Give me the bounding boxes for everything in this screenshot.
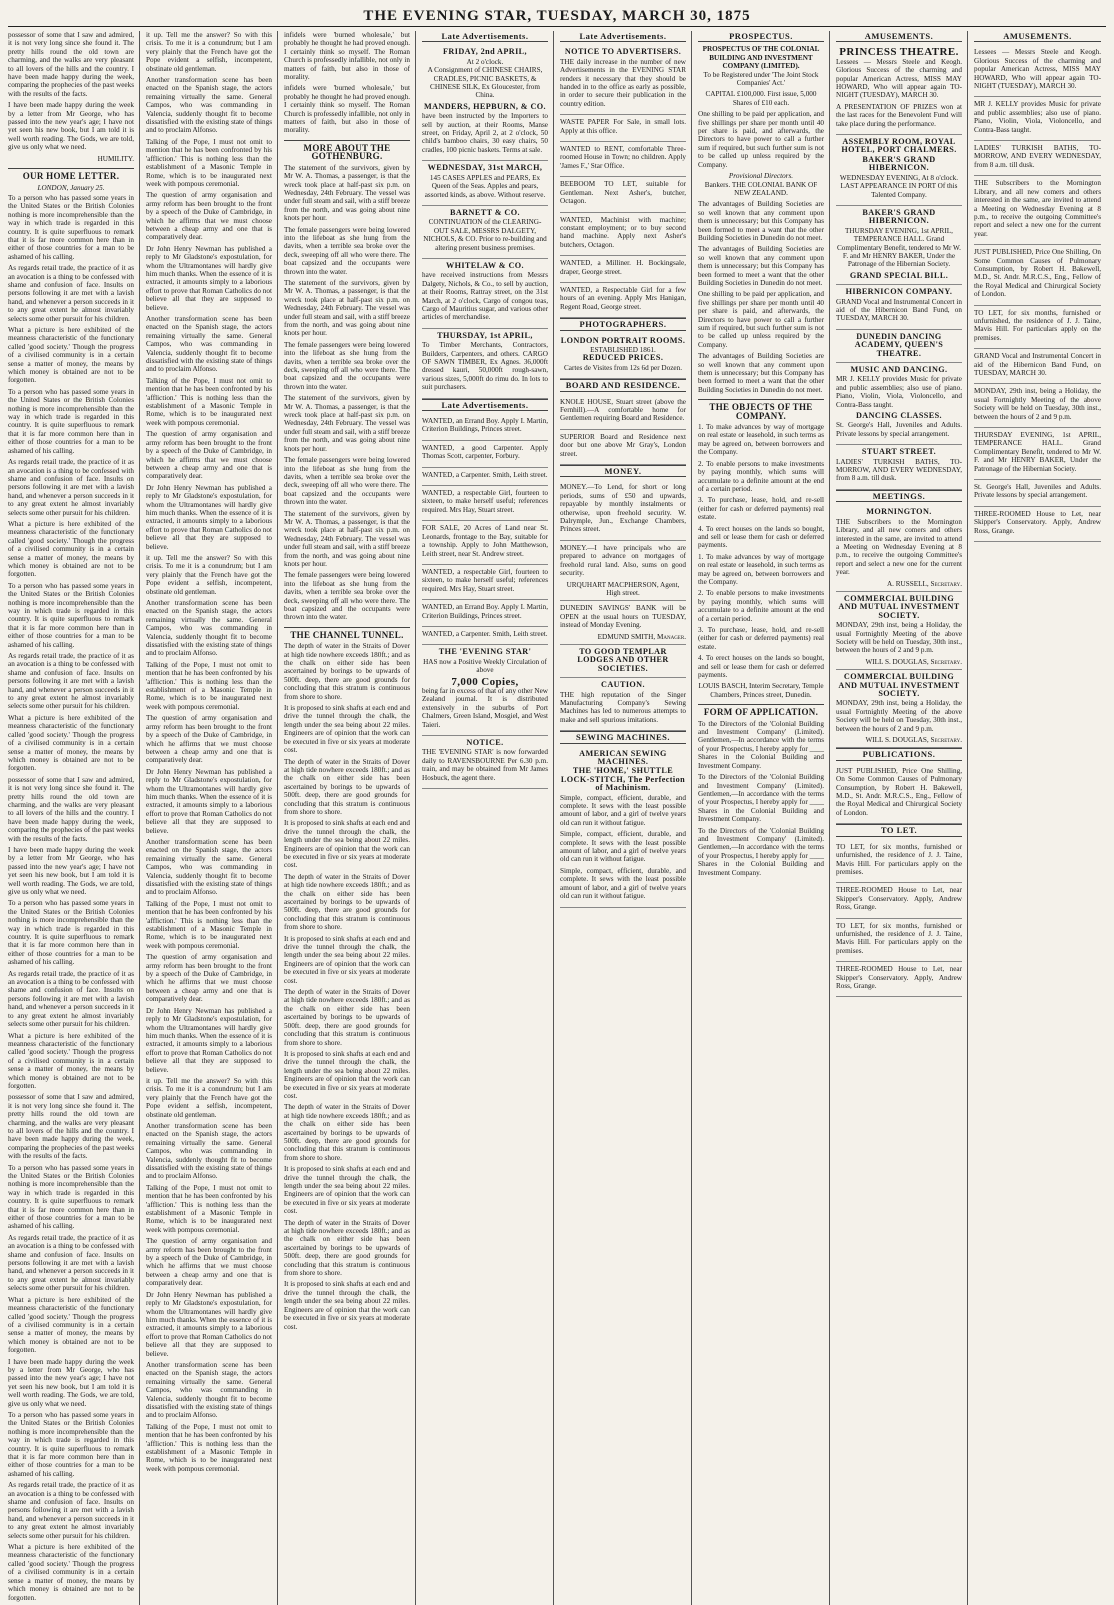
paragraph: The depth of water in the Straits of Dover at high tide nowhere exceeds 180ft.; and as the chalk on either side has been ascertained by borings to be upwards of 500ft. deep, there are good grounds for concluding that this stratum is continuous from shore to shore. <box>284 642 410 701</box>
paragraph: What a picture is here exhibited of the meanness characteristic of the functionary called 'good society.' Though the progress of a civilised community is in a certain sense a matter of money, the means by which money is obtained are not to be forgotten. <box>8 1543 134 1602</box>
section-title: AMUSEMENTS. <box>974 31 1101 42</box>
paragraph: Dr John Henry Newman has published a reply to Mr Gladstone's expostulation, for whom the Ultramontanes will hardly give him much thanks. When the essence of it is extracted, it amounts simply to a laborious effort to prove that Roman Catholics do not believe all that they are supposed to believe. <box>146 1006 272 1074</box>
paragraph: Talking of the Pope, I must not omit to mention that he has been confronted by his 'affliction.' This is nothing less than the establishment of a Masonic Temple in Rome, which is to be inaugurated next week with pompous ceremonial. <box>146 660 272 711</box>
ad-sewing <box>560 747 686 908</box>
ad-caution <box>560 678 686 731</box>
object-item: 4. To erect houses on the lands so bought, and sell or lease them for cash or deferred payments. <box>698 524 824 550</box>
ad-head: NOTICE. <box>466 738 504 747</box>
paragraph: Another transformation scene has been enacted on the Spanish stage, the actors remaining virtually the same. General Campos, who was commanding in Valencia, suddenly thought fit to become dissatisfied with the existing state of things and to proclaim Alfonso. <box>146 837 272 897</box>
paragraph: As regards retail trade, the practice of it as an avocation is a thing to be confessed with shame and confusion of face. Insults on persons following it are met with a lavish hand, and whenever a person succeeds in it to any great extent he almost invariably selects some other pursuit for his children. <box>8 1233 134 1293</box>
paragraph: possessor of some that I saw and admired, it is not very long since she found it. The pretty hills round the old town are charming, and the walks are very pleasant to all lovers of the hills and the country. I have been made happy during the week, comparing the prophecies of the past weeks with the results of the facts. <box>8 31 134 98</box>
ad-theatre <box>974 45 1101 97</box>
ad-board <box>560 395 686 430</box>
ad-notice-advertisers <box>560 45 686 115</box>
paragraph: One shilling to be paid per application, and five shillings per share per month until 40 per share is paid, and afterwards, the Directors to have power to call a further sum if required, but such further sum is not to be called up unless required by the Company. <box>698 110 824 169</box>
masthead <box>8 6 1106 27</box>
ad-text: THE Subscribers to the Mornington Library, and all new comers and others interested in the same, are invited to attend a Meeting on Wednesday Evening at 8 p.m., to receive the outgoing Committee's report and select a new one for the current year. <box>836 517 962 577</box>
ad-text: WASTE PAPER For Sale, in small lots. Apply at this office. <box>560 118 686 135</box>
ad-auction-chinese <box>422 45 548 161</box>
ad-text: BEEBOOM TO LET, suitable for Gentleman. Next Asher's, butcher, Octagon. <box>560 180 686 206</box>
ad-text: St. George's Hall, Juveniles and Adults. Private lessons by special arrangement. <box>974 483 1101 500</box>
ad-text: Simple, compact, efficient, durable, and complete. It sews with the least possible amount of labor, and a girl of twelve years old can run it without fatigue. <box>560 793 686 827</box>
ad-text: HAS now a Positive Weekly Circulation of above <box>423 657 547 675</box>
signoff: HUMILITY. <box>97 154 134 163</box>
ad-music <box>974 97 1101 141</box>
paragraph: Another transformation scene has been enacted on the Spanish stage, the actors remaining virtually the same. General Campos, who was commanding in Valencia, suddenly thought fit to become dissatisfied with the existing state of things and to proclaim Alfonso. <box>146 315 272 374</box>
ad-academy <box>836 330 962 363</box>
paragraph: Dr John Henry Newman has published a reply to Mr Gladstone's expostulation, for whom the Ultramontanes will hardly give him much thanks. When the essence of it is extracted, it amounts simply to a laborious effort to prove that Roman Catholics do not believe all that they are supposed to believe. <box>146 483 272 551</box>
ad-photographer <box>560 334 686 380</box>
ad-text: Lessees — Messrs Steele and Keogh. Glorious Success of the charming and popular American Actress, MISS MAY HOWARD, Who will appear again TO-NIGHT (TUESDAY), MARCH 30. <box>974 48 1101 91</box>
ad-text: MR J. KELLY provides Music for private and public assemblies; also use of piano. Piano, Violin, Viola, Violoncello, and Contra-Bass taught. <box>836 375 962 409</box>
ad-name: WHITELAW & CO. <box>445 260 524 270</box>
ad-text: CONTINUATION of the CLEARING-OUT SALE, MESSRS DALGETY, NICHOLS, & CO. Prior to re-building and altering present business premises. <box>423 218 547 252</box>
ad-baths <box>974 141 1101 176</box>
form-text: To the Directors of the 'Colonial Building and Investment Company' (Limited). Gentlemen,—In accordance with the terms of your Prospectus, I hereby apply for ____ Shares in the Colonial Building and Investment Company. <box>698 826 824 877</box>
paragraph: It is proposed to sink shafts at each end and drive the tunnel through the chalk, the length under the sea being about 22 miles. Engineers are of opinion that the work can be executed in five or six years at moderate cost. <box>284 1280 410 1331</box>
ad-head: AMERICAN SEWING MACHINES. <box>579 748 667 766</box>
ad-money <box>560 541 686 601</box>
paragraph: As regards retail trade, the practice of it as an avocation is a thing to be confessed with shame and confusion of face. Insults on persons following it are met with a lavish hand, and whenever a person succeeds in it to any great extent he almost invariably selects some other pursuit for his children. <box>8 458 134 517</box>
paragraph: The female passengers were being lowered into the lifeboat as she hung from the davits, when a terrible sea broke over the deck, sweeping off all who were there. The boat capsized and the occupants were thrown into the water. <box>284 571 410 622</box>
paragraph: I have been made happy during the week by a letter from Mr George, who has passed into the new year's age; I have not yet seen his new book, but I am told it is well worth reading. The Gods, we are told, give us only what we need. <box>8 1357 134 1408</box>
object-item: 3. To purchase, lease, hold, and re-sell (either for cash or deferred payments) real estate. <box>698 496 824 522</box>
ad-text: Cartes de Visites from 12s 6d per Dozen. <box>563 363 682 372</box>
ad-text: MR J. KELLY provides Music for private and public assemblies; also use of piano. Piano, Violin, Viola, Violoncello, and Contra-Bass taught. <box>974 100 1101 134</box>
ad-name: EDMUND SMITH, Manager. <box>597 632 686 641</box>
column-5 <box>560 31 692 1605</box>
form-text: To the Directors of the 'Colonial Building and Investment Company' (Limited). Gentlemen,—In accordance with the terms of your Prospectus, I hereby apply for ____ Shares in the Colonial Building and Investment Company. <box>698 773 824 824</box>
ad-text: THURSDAY EVENING, 1st APRIL, TEMPERANCE HALL. Grand Complimentary Benefit, tendered to Mr W. F. and Mr HENRY BAKER, Under the Patronage of the Hibernian Society. <box>837 226 961 269</box>
ad-text: MONDAY, 29th inst, being a Holiday, the usual Fortnightly Meeting of the above Society will be held on Tuesday, 30th inst., between the hours of 2 and 9 p.m. <box>974 387 1101 421</box>
paragraph: Talking of the Pope, I must not omit to mention that he has been confronted by his 'affliction.' This is nothing less than the establishment of a Masonic Temple in Rome, which is to be inaugurated next week with pompous ceremonial. <box>146 1183 272 1234</box>
paragraph: What a picture is here exhibited of the meanness characteristic of the functionary called 'good society.' Though the progress of a civilised community is in a certain sense a matter of money, the means by which money is obtained are not to be forgotten. <box>8 713 134 773</box>
paragraph: it up. Tell me the answer? So with this crisis. To me it is a conundrum; but I am very plainly that the French have got the Pope evident a selfish, incompetent, obstinate old gentleman. <box>146 553 272 596</box>
ad-mornington <box>836 505 962 592</box>
paragraph: As regards retail trade, the practice of it as an avocation is a thing to be confessed with shame and confusion of face. Insults on persons following it are met with a lavish hand, and whenever a person succeeds in it to any great extent he almost invariably selects some other pursuit for his children. <box>8 264 134 323</box>
ad-evening-star <box>422 645 548 736</box>
ad-commercial <box>836 670 962 748</box>
article-title: THE CHANNEL TUNNEL. <box>284 627 410 639</box>
prospectus-heading: PROSPECTUS OF THE COLONIAL BUILDING AND INVESTMENT COMPANY (LIMITED). <box>702 45 820 71</box>
ad-text: THE daily increase in the number of new Advertisements in the EVENING STAR renders it necessary that they should be handed in to the office as early as possible, in order to secure their publication in the country edition. <box>560 57 686 108</box>
paragraph: To a person who has passed some years in the United States or the British Colonies nothing is more incomprehensible than the way in which trade is regarded in this country. It is quite superfluous to remark that it is far more common here than in either of those countries for a man to be ashamed of his calling. <box>8 387 134 455</box>
paragraph: Dr John Henry Newman has published a reply to Mr Gladstone's expostulation, for whom the Ultramontanes will hardly give him much thanks. When the essence of it is extracted, it amounts simply to a laborious effort to prove that Roman Catholics do not believe all that they are supposed to believe. <box>146 767 272 835</box>
form-text: To the Directors of the 'Colonial Building and Investment Company' (Limited). Gentlemen,—In accordance with the terms of your Prospectus, I hereby apply for ____ Shares in the Colonial Building and Investment Company. <box>698 719 824 770</box>
ad-templar <box>560 645 686 678</box>
bankers: Bankers. THE COLONIAL BANK OF NEW ZEALAND. <box>704 180 818 197</box>
ad-text: Lessees — Messrs Steele and Keogh. Glorious Success of the charming and popular American Actress, MISS MAY HOWARD, Who will appear again TO-NIGHT (TUESDAY), MARCH 30. <box>836 57 962 100</box>
paragraph: It is proposed to sink shafts at each end and drive the tunnel through the chalk, the length under the sea being about 22 miles. Engineers are of opinion that the work can be executed in five or six years at moderate cost. <box>284 704 410 755</box>
paragraph: Another transformation scene has been enacted on the Spanish stage, the actors remaining virtually the same. General Campos, who was commanding in Valencia, suddenly thought fit to become dissatisfied with the existing state of things and to proclaim Alfonso. <box>146 599 272 658</box>
ad-text: Simple, compact, efficient, durable, and complete. It sews with the least possible amount of labor, and a girl of twelve years old can run it without fatigue. <box>560 830 686 864</box>
paragraph: It is proposed to sink shafts at each end and drive the tunnel through the chalk, the length under the sea being about 22 miles. Engineers are of opinion that the work can be executed in five or six years at moderate cost. <box>284 934 410 985</box>
ad-wanted <box>422 600 548 627</box>
paragraph: The statement of the survivors, given by Mr W. A. Thomas, a passenger, is that the wreck took place at half-past six p.m. on Wednesday, 24th February. The vessel was under full steam and sail, with a stiff breeze from the north, and was going about nine knots per hour. <box>284 394 410 453</box>
columns <box>8 31 1106 1602</box>
column-6 <box>698 31 830 1605</box>
ad-text: WANTED to RENT, comfortable Three-roomed House in Town; no children. Apply 'James F.,' Star Office. <box>560 145 686 170</box>
ad-whitelaw <box>422 259 548 329</box>
ad-wanted <box>422 441 548 468</box>
ad-wanted <box>422 565 548 600</box>
ad-text: SUPERIOR Board and Residence next door but one above Mr Gray's, London street. <box>560 432 686 458</box>
ad-to-let <box>836 840 962 884</box>
paragraph: It is proposed to sink shafts at each end and drive the tunnel through the chalk, the length under the sea being about 22 miles. Engineers are of opinion that the work can be executed in five or six years at moderate cost. <box>284 1049 410 1100</box>
ad-name: GRAND SPECIAL BILL. <box>849 270 949 280</box>
ad-notice <box>422 736 548 789</box>
article-title: OUR HOME LETTER. <box>8 168 134 180</box>
section-title: Late Advertisements. <box>560 31 686 42</box>
ad-money <box>560 480 686 540</box>
ad-head: COMMERCIAL BUILDING AND MUTUAL INVESTMENT SOCIETY. <box>838 672 960 698</box>
ad-text: THE 'EVENING STAR' is now forwarded daily to RAVENSBOURNE Per 6.30 p.m. train, and may be obtained from Mr James Hosbuck, the agent there. <box>422 748 548 782</box>
object-item: 3. To purchase, lease, hold, and re-sell (either for cash or deferred payments) real estate. <box>698 626 824 651</box>
secretary: LOUIS BASCH, Interim Secretary, Temple Chambers, Princes street, Dunedin. <box>698 682 824 699</box>
ad-name: MANDERS, HEPBURN, & CO. <box>423 101 546 111</box>
ad-head: ASSEMBLY ROOM, ROYAL HOTEL, PORT CHALMERS. <box>841 137 957 155</box>
ad-small <box>560 115 686 142</box>
ad-hibernicon <box>974 428 1101 480</box>
ad-head: NOTICE TO ADVERTISERS. <box>564 47 682 57</box>
ad-signature: WILL S. DOUGLAS, Secretary. <box>865 657 962 666</box>
article-title: MORE ABOUT THE GOTHENBURG. <box>284 140 410 161</box>
ad-text: WANTED, a Respectable Girl for a few hours of an evening. Apply Mrs Hanigan, Regent Road, George street. <box>560 285 686 311</box>
paragraph: The question of army organisation and army reform has been brought to the front by a speech of the Duke of Cambridge, in which he affirms that we must choose between a cheap army and one that is comparatively dear. <box>146 953 272 1004</box>
object-item: 1. To make advances by way of mortgage on real estate or leasehold, in such terms as may be agreed on, between borrowers and the Company. <box>698 552 824 586</box>
ad-head: THURSDAY, 1st APRIL, <box>437 330 533 340</box>
ad-text: THREE-ROOMED House to Let, near Skipper's Conservatory. Apply, Andrew Ross, Grange. <box>836 965 962 990</box>
ad-head: STUART STREET. <box>861 447 937 457</box>
paragraph: As regards retail trade, the practice of it as an avocation is a thing to be confessed with shame and confusion of face. Insults on persons following it are met with a lavish hand, and whenever a person succeeds in it to any great extent he almost invariably selects some other pursuit for his children. <box>8 652 134 711</box>
ad-text: WANTED, a respectable Girl, fourteen to sixteen, to make herself useful; references required. Mrs Hay, Stuart street. <box>422 567 548 593</box>
ad-head: BAKER'S GRAND HIBERNICON. <box>862 207 936 226</box>
paragraph: To a person who has passed some years in the United States or the British Colonies nothing is more incomprehensible than the way in which trade is regarded in this country. It is quite superfluous to remark that it is far more common here than in either of those countries for a man to be ashamed of his calling. <box>8 581 134 649</box>
ad-text: GRAND Vocal and Instrumental Concert in aid of the Hibernicon Band Fund, on TUESDAY, MARCH 30. <box>974 352 1101 377</box>
section-title: AMUSEMENTS. <box>836 31 962 42</box>
ad-wanted <box>422 486 548 521</box>
ad-wanted <box>422 468 548 486</box>
paragraph: Talking of the Pope, I must not omit to mention that he has been confronted by his 'affliction.' This is nothing less than the establishment of a Masonic Temple in Rome, which is to be inaugurated next week with pompous ceremonial. <box>146 899 272 950</box>
ad-text: WANTED, a Carpenter. Smith, Leith street. <box>422 470 548 479</box>
ad-name: BARNETT & CO. <box>450 207 520 217</box>
ad-assembly <box>836 135 962 206</box>
paragraph: The advantages of Building Societies are so well known that any comment upon them is unnecessary; but this Company has been formed to meet a want that the other Building Societies in Dunedin do not meet. <box>698 245 824 287</box>
ad-to-let <box>836 962 962 997</box>
paragraph: it up. Tell me the answer? So with this crisis. To me it is a conundrum; but I am very plainly that the French have got the Pope evident a selfish, incompetent, obstinate old gentleman. <box>146 31 272 73</box>
paragraph: Another transformation scene has been enacted on the Spanish stage, the actors remaining virtually the same. General Campos, who was commanding in Valencia, suddenly thought fit to become dissatisfied with the existing state of things and to proclaim Alfonso. <box>146 76 272 135</box>
ad-text: JUST PUBLISHED, Price One Shilling, On Some Common Causes of Pulmonary Consumption, by Robert H. Bakewell, M.D., St. Andr. M.R.C.S., Eng., Fellow of the Royal Medical and Chirurgical Society of London. <box>974 248 1101 299</box>
ad-text: WANTED, a respectable Girl, fourteen to sixteen, to make herself useful; references required. Mrs Hay, Stuart street. <box>422 489 548 514</box>
ad-text: A Consignment of CHINESE CHAIRS, CRADLES, PICNIC BASKETS, & CHINESE SILK, Ex Gloucester, from China. <box>427 66 543 100</box>
ad-board <box>560 430 686 465</box>
paragraph: What a picture is here exhibited of the meanness characteristic of the functionary called 'good society.' Though the progress of a civilised community is in a certain sense a matter of money, the means by which money is obtained are not to be forgotten. <box>8 1031 134 1090</box>
ad-publication <box>974 245 1101 305</box>
paragraph: The advantages of Building Societies are so well known that any comment upon them is unnecessary; but this Company has been formed to meet a want that the other Building Societies in Dunedin do not meet. <box>698 352 824 394</box>
ad-for-sale <box>422 521 548 565</box>
ad-hibernicon <box>836 206 962 285</box>
paragraph: The depth of water in the Straits of Dover at high tide nowhere exceeds 180ft.; and as the chalk on either side has been ascertained by borings to be upwards of 500ft. deep, there are good grounds for concluding that this stratum is continuous from shore to shore. <box>284 1218 410 1278</box>
form-title: FORM OF APPLICATION. <box>698 704 824 716</box>
paragraph: What a picture is here exhibited of the meanness characteristic of the functionary called 'good society.' Though the progress of a civilised community is in a certain sense a matter of money, the means by which money is obtained are not to be forgotten. <box>8 326 134 385</box>
ad-text: WANTED, a Carpenter. Smith, Leith street. <box>422 629 548 638</box>
ad-text: have been instructed by the Importers to sell by auction, at their Rooms, Manse street, on Friday, April 2, at 2 o'clock, 50 child's bamboo chairs, 30 easy chairs, 50 cradles, 100 picnic baskets. Terms at sale. <box>422 112 548 154</box>
paragraph: The question of army organisation and army reform has been brought to the front by a speech of the Duke of Cambridge, in which he affirms that we must choose between a cheap army and one that is comparatively dear. <box>146 430 272 481</box>
ad-dancing <box>974 480 1101 507</box>
ad-wanted <box>422 414 548 441</box>
paragraph: The depth of water in the Straits of Dover at high tide nowhere exceeds 180ft.; and as the chalk on either side has been ascertained by borings to be upwards of 500ft. deep, there are good grounds for concluding that this stratum is continuous from shore to shore. <box>284 988 410 1047</box>
section-title: BOARD AND RESIDENCE. <box>560 379 686 391</box>
ad-text: St. George's Hall, Juveniles and Adults. Private lessons by special arrangement. <box>836 421 962 438</box>
ad-music <box>836 363 962 445</box>
ad-concert <box>974 349 1101 384</box>
ad-text: KNOLE HOUSE, Stuart street (above the Fernhill).—A comfortable home for Gentlemen requiring Board and Residence. <box>560 397 686 423</box>
ad-small <box>560 256 686 283</box>
circulation-count: 7,000 Copies, <box>451 675 519 688</box>
column-2 <box>146 31 278 1605</box>
paragraph: As regards retail trade, the practice of it as an avocation is a thing to be confessed with shame and confusion of face. Insults on persons following it are met with a lavish hand, and whenever a person succeeds in it to any great extent he almost invariably selects some other pursuit for his children. <box>8 1481 134 1540</box>
paragraph: To a person who has passed some years in the United States or the British Colonies nothing is more incomprehensible than the way in which trade is regarded in this country. It is quite superfluous to remark that it is far more common here than in either of those countries for a man to be ashamed of his calling. <box>8 193 134 261</box>
ad-text: THURSDAY EVENING, 1st APRIL, TEMPERANCE HALL. Grand Complimentary Benefit, tendered to Mr W. F. and Mr HENRY BAKER, Under the Patronage of the Hibernian Society. <box>974 431 1101 473</box>
column-1 <box>8 31 140 1605</box>
paragraph: The depth of water in the Straits of Dover at high tide nowhere exceeds 180ft.; and as the chalk on either side has been ascertained by borings to be upwards of 500ft. deep, there are good grounds for concluding that this stratum is continuous from shore to shore. <box>284 1103 410 1162</box>
paragraph: Talking of the Pope, I must not omit to mention that he has been confronted by his 'affliction.' This is nothing less than the establishment of a Masonic Temple in Rome, which is to be inaugurated next week with pompous ceremonial. <box>146 376 272 427</box>
ad-text: THREE-ROOMED House to Let, near Skipper's Conservatory. Apply, Andrew Ross, Grange. <box>836 886 962 912</box>
paragraph: infidels were 'burned wholesale,' but probably he thought he had proved enough. I certainly think so myself. The Roman Church is professedly infallible, not only in matters of faith, but also in those of morality. <box>284 31 410 82</box>
ad-head: DUNEDIN DANCING ACADEMY, QUEEN'S THEATRE. <box>854 331 944 358</box>
ad-theatre <box>836 45 962 135</box>
paragraph: The female passengers were being lowered into the lifeboat as she hung from the davits, when a terrible sea broke over the deck, sweeping off all who were there. The boat capsized and the occupants were thrown into the water. <box>284 340 410 391</box>
ad-head: MORNINGTON. <box>866 507 932 517</box>
paragraph: The advantages of Building Societies are so well known that any comment upon them is unnecessary; but this Company has been formed to meet a want that the other Building Societies in Dunedin do not meet. <box>698 200 824 242</box>
column-4 <box>422 31 554 1605</box>
ad-concert <box>836 285 962 330</box>
object-item: 2. To enable persons to make investments by paying monthly, which sums will accumulate to a definite amount at the end of a certain period. <box>698 589 824 623</box>
ad-text: have received instructions from Messrs Dalgety, Nichols, & Co., to sell by auction, at their Rooms, Rattray street, on the 31st March, at 2 o'clock, Cargo of congou teas, Cargo of Mauritius sugar, and various other articles of merchandise. <box>422 271 548 322</box>
paragraph: To a person who has passed some years in the United States or the British Colonies nothing is more incomprehensible than the way in which trade is regarded in this country. It is quite superfluous to remark that it is far more common here than in either of those countries for a man to be ashamed of his calling. <box>8 899 134 967</box>
ad-small <box>560 283 686 318</box>
ad-baths <box>836 445 962 490</box>
paragraph: One shilling to be paid per application, and five shillings per share per month until 40 per share is paid, and afterwards, the Directors to have power to call a further sum if required, but such further sum is not to be called up unless required by the Company. <box>698 290 824 349</box>
ad-signature: WILL S. DOUGLAS, Secretary. <box>865 736 962 745</box>
ad-commercial <box>974 384 1101 428</box>
ad-text: WANTED, Machinist with machine; constant employment; or to buy second hand machine. Apply next Asher's butchers, Octagon. <box>560 215 686 249</box>
paragraph: The statement of the survivors, given by Mr W. A. Thomas, a passenger, is that the wreck took place at half-past six p.m. on Wednesday, 24th February. The vessel was under full steam and sail, with a stiff breeze from the north, and was going about nine knots per hour. <box>284 163 410 223</box>
ad-name: URQUHART MACPHERSON, Agent, High street. <box>566 580 680 597</box>
paragraph: I have been made happy during the week by a letter from Mr George, who has passed into the new year's age; I have not yet seen his new book, but I am told it is well worth reading. The Gods, we are told, give us only what we need. <box>8 101 134 152</box>
ad-barnett <box>422 206 548 259</box>
paragraph: What a picture is here exhibited of the meanness characteristic of the functionary called 'good society.' Though the progress of a civilised community is in a certain sense a matter of money, the means by which money is obtained are not to be forgotten. <box>8 519 134 579</box>
ad-head: FRIDAY, 2nd APRIL, <box>443 47 527 57</box>
paragraph: possessor of some that I saw and admired, it is not very long since she found it. The pretty hills round the old town are charming, and the walks are very pleasant to all lovers of the hills and the country. I have been made happy during the week, comparing the prophecies of the past weeks with the results of the facts. <box>8 1093 134 1161</box>
ad-timber <box>422 329 548 399</box>
paragraph: The depth of water in the Straits of Dover at high tide nowhere exceeds 180ft.; and as the chalk on either side has been ascertained by borings to be upwards of 500ft. deep, there are good grounds for concluding that this stratum is continuous from shore to shore. <box>284 757 410 816</box>
paragraph: What a picture is here exhibited of the meanness characteristic of the functionary called 'good society.' Though the progress of a civilised community is in a certain sense a matter of money, the means by which money is obtained are not to be forgotten. <box>8 1295 134 1355</box>
ad-text: JUST PUBLISHED, Price One Shilling, On Some Common Causes of Pulmonary Consumption, by Robert H. Bakewell, M.D., St. Andr. M.R.C.S., Eng., Fellow of the Royal Medical and Chirurgical Society of London. <box>836 766 962 817</box>
paragraph: Another transformation scene has been enacted on the Spanish stage, the actors remaining virtually the same. General Campos, who was commanding in Valencia, suddenly thought fit to become dissatisfied with the existing state of things and to proclaim Alfonso. <box>146 1121 272 1181</box>
paragraph: Another transformation scene has been enacted on the Spanish stage, the actors remaining virtually the same. General Campos, who was commanding in Valencia, suddenly thought fit to become dissatisfied with the existing state of things and to proclaim Alfonso. <box>146 1360 272 1420</box>
ad-text: WANTED, a Milliner. H. Bockingsale, draper, George street. <box>560 259 686 276</box>
prospectus-capital: CAPITAL £100,000. First issue, 5,000 Shares of £10 each. <box>705 90 817 107</box>
ad-text: GRAND Vocal and Instrumental Concert in aid of the Hibernicon Band Fund, on TUESDAY, MARCH 30. <box>836 297 962 323</box>
paragraph: The question of army organisation and army reform has been brought to the front by a speech of the Duke of Cambridge, in which he affirms that we must choose between a cheap army and one that is comparatively dear. <box>146 191 272 242</box>
dateline: LONDON, January 25. <box>37 183 105 192</box>
ad-text: To Timber Merchants, Contractors, Builders, Carpenters, and others. CARGO OF SAWN TIMBER, Ex Agnes. 36,000ft dressed kauri, 50,000ft rough-sawn, various sizes, 5,000ft do rimu do. In lots to suit purchasers. <box>422 341 548 392</box>
object-item: 1. To make advances by way of mortgage on real estate or leasehold, in such terms as may be agreed on, between borrowers and the Company. <box>698 423 824 457</box>
paragraph: it up. Tell me the answer? So with this crisis. To me it is a conundrum; but I am very plainly that the French have got the Pope evident a selfish, incompetent, obstinate old gentleman. <box>146 1076 272 1119</box>
ad-text: THREE-ROOMED House to Let, near Skipper's Conservatory. Apply, Andrew Ross, Grange. <box>974 509 1101 535</box>
ad-small <box>560 142 686 177</box>
column-7 <box>836 31 968 1605</box>
ad-head: HIBERNICON COMPANY. <box>845 287 953 297</box>
ad-apples <box>422 161 548 206</box>
ad-text: WANTED, a good Carpenter. Apply Thomas Scott, carpenter, Forbury. <box>422 443 548 461</box>
paragraph: The female passengers were being lowered into the lifeboat as she hung from the davits, when a terrible sea broke over the deck, sweeping off all who were there. The boat capsized and the occupants were thrown into the water. <box>284 456 410 507</box>
ad-wanted <box>422 627 548 645</box>
ad-text: 145 CASES APPLES and PEARS, Ex Queen of the Seas. Apples and pears, assorted kinds, as above. Without reserve. <box>424 173 546 199</box>
ad-head: TO GOOD TEMPLAR LODGES AND OTHER SOCIETIES. <box>577 646 669 673</box>
ad-text: TO LET, for six months, furnished or unfurnished, the residence of J. J. Taine, Mavis Hill. For particulars apply on the premises. <box>836 842 962 876</box>
ad-text: MONDAY, 29th inst, being a Holiday, the usual Fortnightly Meeting of the above Society will be held on Tuesday, 30th inst., between the hours of 2 and 9 p.m. <box>836 621 962 655</box>
ad-text: WANTED, an Errand Boy. Apply I. Martin, Criterion Buildings, Princes street. <box>422 417 548 434</box>
ad-head: WEDNESDAY, 31st MARCH, <box>427 163 543 173</box>
ad-name: BAKER'S GRAND HIBERNICON. <box>862 154 936 173</box>
ad-text: A PRESENTATION OF PRIZES won at the last races for the Benevolent Fund will take place during the performance. <box>836 102 962 128</box>
paragraph: Talking of the Pope, I must not omit to mention that he has been confronted by his 'affliction.' This is nothing less than the establishment of a Masonic Temple in Rome, which is to be inaugurated next week with pompous ceremonial. <box>146 1422 272 1473</box>
ad-to-let <box>974 507 1101 542</box>
section-title: Late Advertisements. <box>422 399 548 411</box>
ad-time: At 2 o'clock. <box>466 57 504 66</box>
ad-text: DUNEDIN SAVINGS' BANK will be OPEN at the usual hours on TUESDAY, instead of Monday Evening. <box>560 604 686 630</box>
ad-head: MUSIC AND DANCING. <box>850 365 948 374</box>
paragraph: The female passengers were being lowered into the lifeboat as she hung from the davits, when a terrible sea broke over the deck, sweeping off all who were there. The boat capsized and the occupants were thrown into the water. <box>284 225 410 276</box>
ad-publication <box>836 764 962 824</box>
ad-est: ESTABLISHED 1861. <box>590 345 656 354</box>
paragraph: The statement of the survivors, given by Mr W. A. Thomas, a passenger, is that the wreck took place at half-past six p.m. on Wednesday, 24th February. The vessel was under full steam and sail, with a stiff breeze from the north, and was going about nine knots per hour. <box>284 278 410 338</box>
ad-to-let <box>836 883 962 918</box>
object-item: 2. To enable persons to make investments by paying monthly, which sums will accumulate to a definite amount at the end of a certain period. <box>698 459 824 493</box>
prospectus-reg: To be Registered under 'The Joint Stock Companies' Act.' <box>703 70 819 88</box>
ad-text: WEDNESDAY EVENING, At 8 o'clock. LAST APPEARANCE IN PORT Of this Talented Company. <box>839 173 959 199</box>
ad-text: FOR SALE, 20 Acres of Land near St. Leonards, frontage to the Bay, suitable for a township. Apply to John Matthewson, Leith street, near St. Andrew street. <box>422 524 548 558</box>
ad-text: THE high reputation of the Singer Manufacturing Company's Sewing Machines has led to numerous attempts to make and sell spurious imitations. <box>560 690 686 724</box>
ad-small <box>560 213 686 257</box>
ad-text: MONEY.—I have principals who are prepared to advance on mortgages of freehold rural land. Also, sums on good security. <box>560 543 686 578</box>
paragraph: The question of army organisation and army reform has been brought to the front by a speech of the Duke of Cambridge, in which he affirms that we must choose between a cheap army and one that is comparatively dear. <box>146 714 272 765</box>
section-title: PHOTOGRAPHERS. <box>560 318 686 330</box>
paragraph: I have been made happy during the week by a letter from Mr George, who has passed into the new year's age; I have not yet seen his new book, but I am told it is well worth reading. The Gods, we are told, give us only what we need. <box>8 845 134 896</box>
masthead-title: THE EVENING STAR, TUESDAY, MARCH 30, 1875 <box>363 7 751 24</box>
paragraph: possessor of some that I saw and admired, it is not very long since she found it. The pretty hills round the old town are charming, and the walks are very pleasant to all lovers of the hills and the country. I have been made happy during the week, comparing the prophecies of the past weeks with the results of the facts. <box>8 775 134 843</box>
ad-text: MONEY.—To Lend, for short or long periods, sums of £50 and upwards, repayable by monthly instalments or otherwise, upon freehold security. W. Dalrymple, Jun., Exchange Chambers, Princes street. <box>560 483 686 534</box>
ad-text: TO LET, for six months, furnished or unfurnished, the residence of J. J. Taine, Mavis Hill. For particulars apply on the premises. <box>974 308 1101 342</box>
objects-title: THE OBJECTS OF THE COMPANY. <box>698 399 824 420</box>
ad-text: LADIES' TURKISH BATHS, TO-MORROW, AND EVERY WEDNESDAY, from 8 a.m. till dusk. <box>974 144 1101 169</box>
ad-text: being far in excess of that of any other New Zealand journal. It is distributed extensively in the suburbs of Port Chalmers, Green Island, Mosgiel, and West Taieri. <box>422 686 548 729</box>
column-8 <box>974 31 1106 1605</box>
paragraph: The depth of water in the Straits of Dover at high tide nowhere exceeds 180ft.; and as the chalk on either side has been ascertained by borings to be upwards of 500ft. deep, there are good grounds for concluding that this stratum is continuous from shore to shore. <box>284 872 410 932</box>
section-title: MEETINGS. <box>836 490 962 502</box>
paragraph: Dr John Henry Newman has published a reply to Mr Gladstone's expostulation, for whom the Ultramontanes will hardly give him much thanks. When the essence of it is extracted, it amounts simply to a laborious effort to prove that Roman Catholics do not believe all that they are supposed to believe. <box>146 244 272 312</box>
section-title: PUBLICATIONS. <box>836 748 962 760</box>
ad-commercial <box>836 592 962 670</box>
ad-small <box>560 177 686 212</box>
paragraph: The question of army organisation and army reform has been brought to the front by a speech of the Duke of Cambridge, in which he affirms that we must choose between a cheap army and one that is comparatively dear. <box>146 1237 272 1288</box>
ad-text: LADIES' TURKISH BATHS, TO-MORROW, AND EVERY WEDNESDAY, from 8 a.m. till dusk. <box>836 457 962 483</box>
object-item: 4. To erect houses on the lands so bought, and sell or lease them for cash or deferred payments. <box>698 654 824 680</box>
ad-text: MONDAY, 29th inst, being a Holiday, the usual Fortnightly Meeting of the above Society will be held on Tuesday, 30th inst., between the hours of 2 and 9 p.m. <box>836 699 962 733</box>
ad-to-let <box>974 306 1101 350</box>
ad-name: THE 'HOME,' SHUTTLE LOCK-STITCH, The Perfection of Machinism. <box>560 766 686 793</box>
ad-name: DANCING CLASSES. <box>855 411 943 421</box>
ad-head: PRINCESS THEATRE. <box>839 46 959 59</box>
ad-text: TO LET, for six months, furnished or unfurnished, the residence of J. J. Taine, Mavis Hill. For particulars apply on the premises. <box>836 921 962 955</box>
ad-prices: REDUCED PRICES. <box>582 353 664 363</box>
paragraph: As regards retail trade, the practice of it as an avocation is a thing to be confessed with shame and confusion of face. Insults on persons following it are met with a lavish hand, and whenever a person succeeds in it to any great extent he almost invariably selects some other pursuit for his children. <box>8 969 134 1029</box>
paragraph: infidels were 'burned wholesale,' but probably he thought he had proved enough. I certainly think so myself. The Roman Church is professedly infallible, not only in matters of faith, but also in those of morality. <box>284 84 410 135</box>
paragraph: It is proposed to sink shafts at each end and drive the tunnel through the chalk, the length under the sea being about 22 miles. Engineers are of opinion that the work can be executed in five or six years at moderate cost. <box>284 1165 410 1216</box>
paragraph: Talking of the Pope, I must not omit to mention that he has been confronted by his 'affliction.' This is nothing less than the establishment of a Masonic Temple in Rome, which is to be inaugurated next week with pompous ceremonial. <box>146 137 272 188</box>
ad-head: COMMERCIAL BUILDING AND MUTUAL INVESTMENT SOCIETY. <box>838 593 960 620</box>
paragraph: To a person who has passed some years in the United States or the British Colonies nothing is more incomprehensible than the way in which trade is regarded in this country. It is quite superfluous to remark that it is far more common here than in either of those countries for a man to be ashamed of his calling. <box>8 1410 134 1478</box>
ad-text: Simple, compact, efficient, durable, and complete. It sews with the least possible amount of labor, and a girl of twelve years old can run it without fatigue. <box>560 866 686 901</box>
section-title: Late Advertisements. <box>422 31 548 42</box>
ad-signature: A. RUSSELL, Secretary. <box>886 579 962 588</box>
paragraph: The statement of the survivors, given by Mr W. A. Thomas, a passenger, is that the wreck took place at half-past six p.m. on Wednesday, 24th February. The vessel was under full steam and sail, with a stiff breeze from the north, and was going about nine knots per hour. <box>284 509 410 568</box>
paragraph: It is proposed to sink shafts at each end and drive the tunnel through the chalk, the length under the sea being about 22 miles. Engineers are of opinion that the work can be executed in five or six years at moderate cost. <box>284 819 410 870</box>
section-title: PROSPECTUS. <box>698 31 824 42</box>
column-3 <box>284 31 416 1605</box>
ad-head: CAUTION. <box>601 680 645 690</box>
ad-text: WANTED, an Errand Boy. Apply I. Martin, Criterion Buildings, Princes street. <box>422 603 548 620</box>
ad-mornington <box>974 176 1101 245</box>
ad-head: THE 'EVENING STAR' <box>438 647 532 657</box>
section-title: TO LET. <box>836 824 962 836</box>
ad-bank <box>560 601 686 645</box>
paragraph: Dr John Henry Newman has published a reply to Mr Gladstone's expostulation, for whom the Ultramontanes will hardly give him much thanks. When the essence of it is extracted, it amounts simply to a laborious effort to prove that Roman Catholics do not believe all that they are supposed to believe. <box>146 1290 272 1358</box>
paragraph: To a person who has passed some years in the United States or the British Colonies nothing is more incomprehensible than the way in which trade is regarded in this country. It is quite superfluous to remark that it is far more common here than in either of those countries for a man to be ashamed of his calling. <box>8 1163 134 1231</box>
section-title: MONEY. <box>560 465 686 477</box>
ad-text: THE Subscribers to the Mornington Library, and all new comers and others interested in the same, are invited to attend a Meeting on Wednesday Evening at 8 p.m., to receive the outgoing Committee's report and select a new one for the current year. <box>974 179 1101 238</box>
ad-name: LONDON PORTRAIT ROOMS. <box>560 335 686 345</box>
section-title: SEWING MACHINES. <box>560 731 686 743</box>
ad-to-let <box>836 919 962 963</box>
directors-heading: Provisional Directors. <box>728 172 794 181</box>
